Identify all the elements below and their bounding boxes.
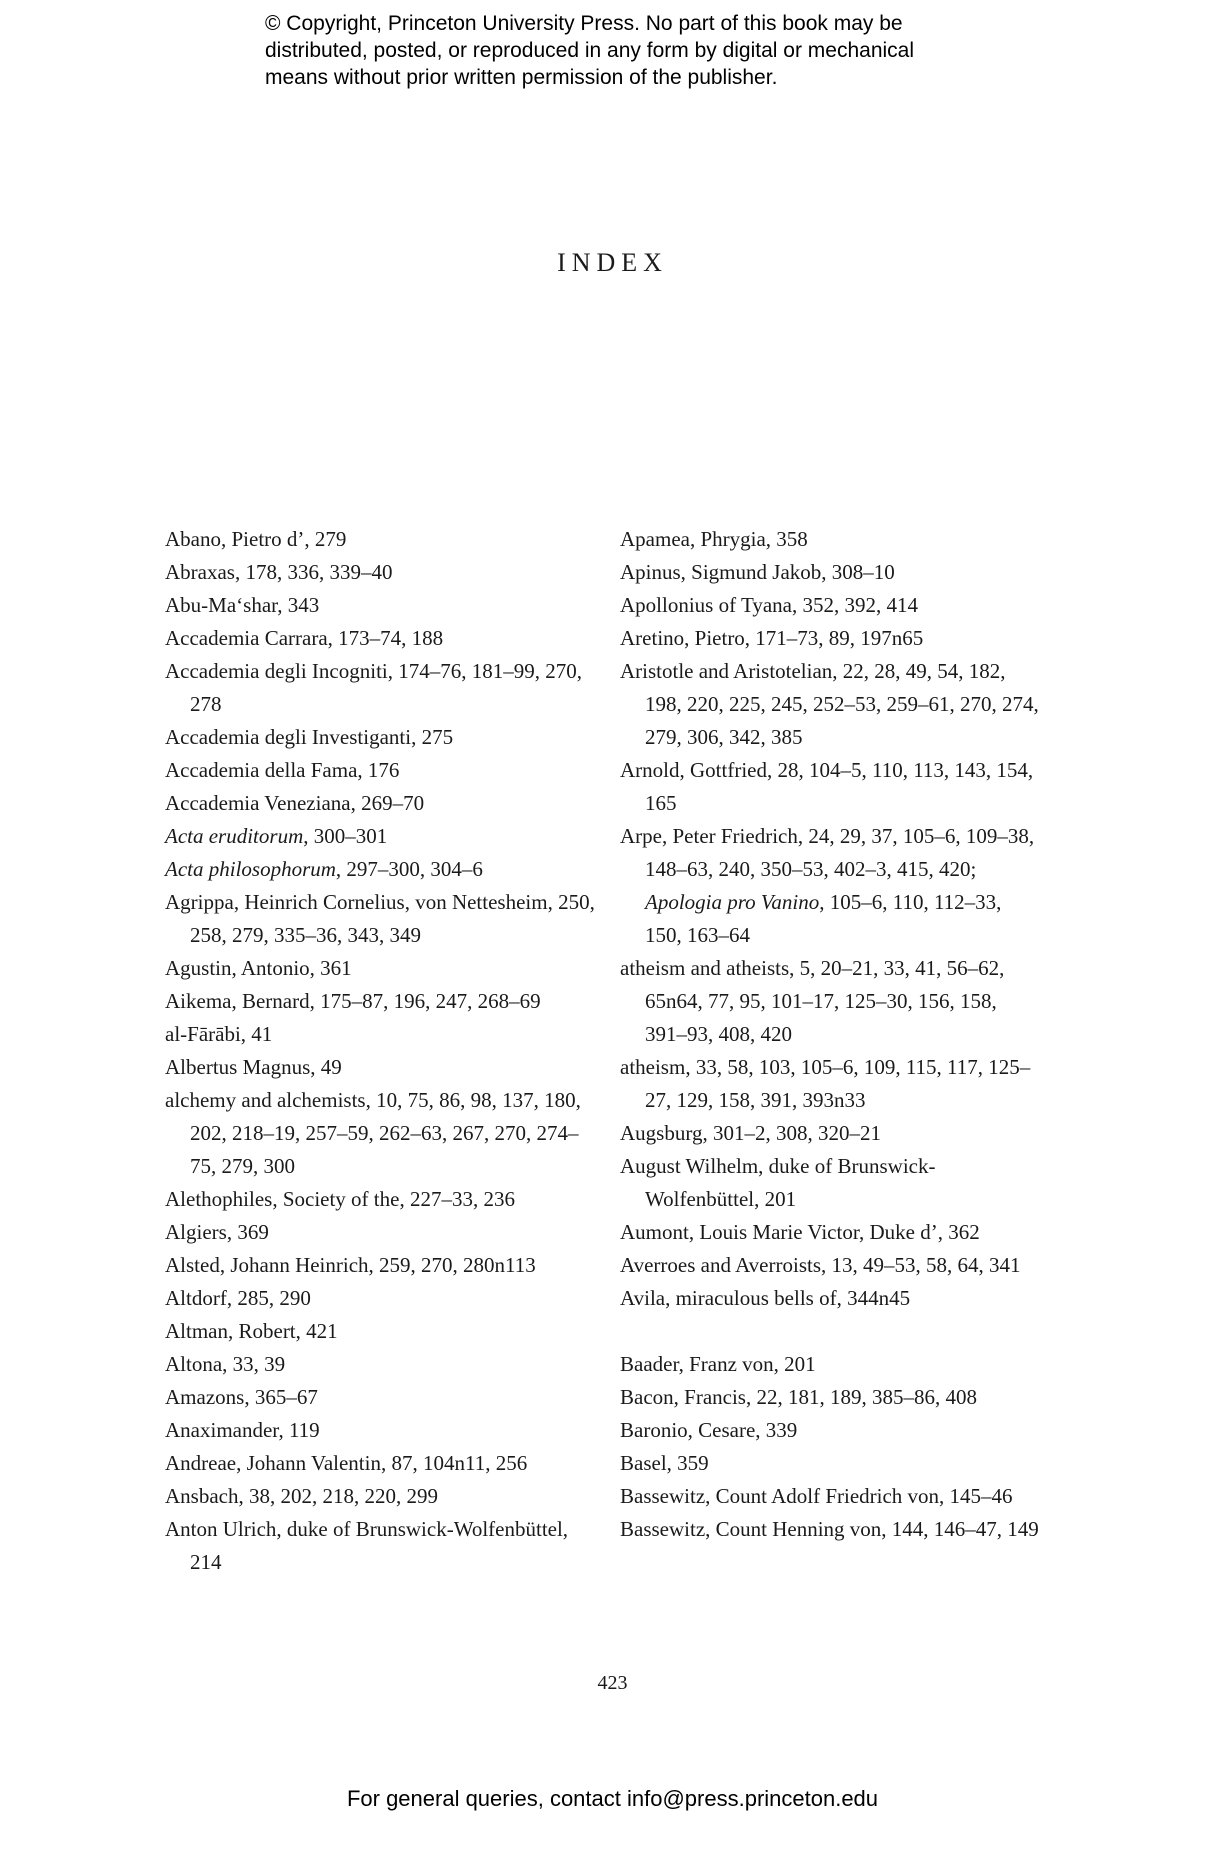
- index-entry: Amazons, 365–67: [165, 1385, 318, 1409]
- index-entry: Alsted, Johann Heinrich, 259, 270, 280n113: [165, 1253, 536, 1277]
- copyright-line: © Copyright, Princeton University Press. No part of this book may be: [265, 12, 903, 35]
- index-entry: Arpe, Peter Friedrich, 24, 29, 37, 105–6, 109–38, 148–63, 240, 350–53, 402–3, 415, 420; Apologia pro Vanino, 105–6, 110, 112–33, 150, 163–64: [620, 824, 1035, 947]
- copyright-notice: [265, 10, 1025, 91]
- index-entry: Aumont, Louis Marie Victor, Duke d’, 362: [620, 1220, 980, 1244]
- index-column-right: [620, 523, 1040, 1546]
- index-entry: Basel, 359: [620, 1451, 709, 1475]
- index-entry: Accademia Carrara, 173–74, 188: [165, 626, 444, 650]
- index-entry: Altman, Robert, 421: [165, 1319, 338, 1343]
- index-entry: Algiers, 369: [165, 1220, 269, 1244]
- index-entry: Accademia della Fama, 176: [165, 758, 400, 782]
- index-entry: Acta philosophorum, 297–300, 304–6: [165, 857, 483, 881]
- index-entry: atheism, 33, 58, 103, 105–6, 109, 115, 117, 125–27, 129, 158, 391, 393n33: [620, 1055, 1031, 1112]
- index-entry: Aristotle and Aristotelian, 22, 28, 49, 54, 182, 198, 220, 225, 245, 252–53, 259–61, 270, 274, 279, 306, 342, 385: [620, 659, 1039, 749]
- index-entry: Arnold, Gottfried, 28, 104–5, 110, 113, 143, 154, 165: [620, 758, 1034, 815]
- index-entry: Aikema, Bernard, 175–87, 196, 247, 268–69: [165, 989, 541, 1013]
- page-title: INDEX: [557, 248, 668, 277]
- index-entry: Andreae, Johann Valentin, 87, 104n11, 256: [165, 1451, 528, 1475]
- index-entry: Anton Ulrich, duke of Brunswick-Wolfenbüttel, 214: [165, 1517, 569, 1574]
- index-entry: Averroes and Averroists, 13, 49–53, 58, 64, 341: [620, 1253, 1021, 1277]
- page-number: 423: [597, 1672, 628, 1694]
- index-entry: Apinus, Sigmund Jakob, 308–10: [620, 560, 895, 584]
- index-entry: atheism and atheists, 5, 20–21, 33, 41, 56–62, 65n64, 77, 95, 101–17, 125–30, 156, 158, 391–93, 408, 420: [620, 956, 1005, 1046]
- index-entry: alchemy and alchemists, 10, 75, 86, 98, 137, 180, 202, 218–19, 257–59, 262–63, 267, 270, 274–75, 279, 300: [165, 1088, 581, 1178]
- index-entry: Agrippa, Heinrich Cornelius, von Nettesheim, 250, 258, 279, 335–36, 343, 349: [165, 890, 595, 947]
- index-entry: Aretino, Pietro, 171–73, 89, 197n65: [620, 626, 924, 650]
- index-entry: Augsburg, 301–2, 308, 320–21: [620, 1121, 881, 1145]
- index-entry: Accademia degli Investiganti, 275: [165, 725, 454, 749]
- index-entry: Agustin, Antonio, 361: [165, 956, 352, 980]
- index-entry: Bacon, Francis, 22, 181, 189, 385–86, 408: [620, 1385, 977, 1409]
- index-entry: Abraxas, 178, 336, 339–40: [165, 560, 393, 584]
- index-entry: Apamea, Phrygia, 358: [620, 527, 808, 551]
- index-entry: Accademia Veneziana, 269–70: [165, 791, 425, 815]
- index-entry: Bassewitz, Count Adolf Friedrich von, 145–46: [620, 1484, 1013, 1508]
- index-entry: August Wilhelm, duke of Brunswick-Wolfenbüttel, 201: [620, 1154, 936, 1211]
- copyright-line: distributed, posted, or reproduced in any form by digital or mechanical: [265, 39, 915, 62]
- index-entry: Alethophiles, Society of the, 227–33, 236: [165, 1187, 515, 1211]
- index-entry: Bassewitz, Count Henning von, 144, 146–47, 149: [620, 1517, 1039, 1541]
- index-entry: Altona, 33, 39: [165, 1352, 286, 1376]
- index-column-left: [165, 523, 595, 1579]
- index-entry: Baader, Franz von, 201: [620, 1352, 816, 1376]
- index-entry: Albertus Magnus, 49: [165, 1055, 342, 1079]
- index-entry: Abu-Ma‘shar, 343: [165, 593, 320, 617]
- index-entry: Accademia degli Incogniti, 174–76, 181–99, 270, 278: [165, 659, 582, 716]
- index-entry: Anaximander, 119: [165, 1418, 320, 1442]
- index-entry: Baronio, Cesare, 339: [620, 1418, 798, 1442]
- index-entry: Apollonius of Tyana, 352, 392, 414: [620, 593, 918, 617]
- index-entry: Abano, Pietro d’, 279: [165, 527, 347, 551]
- letter-section-gap: [620, 1315, 1040, 1348]
- index-entry: Avila, miraculous bells of, 344n45: [620, 1286, 911, 1310]
- index-entry: Ansbach, 38, 202, 218, 220, 299: [165, 1484, 438, 1508]
- copyright-line: means without prior written permission of the publisher.: [265, 66, 778, 89]
- index-entry: Altdorf, 285, 290: [165, 1286, 311, 1310]
- footer-contact: For general queries, contact info@press.princeton.edu: [346, 1786, 879, 1811]
- index-entry: Acta eruditorum, 300–301: [165, 824, 388, 848]
- index-entry: al-Fārābi, 41: [165, 1022, 273, 1046]
